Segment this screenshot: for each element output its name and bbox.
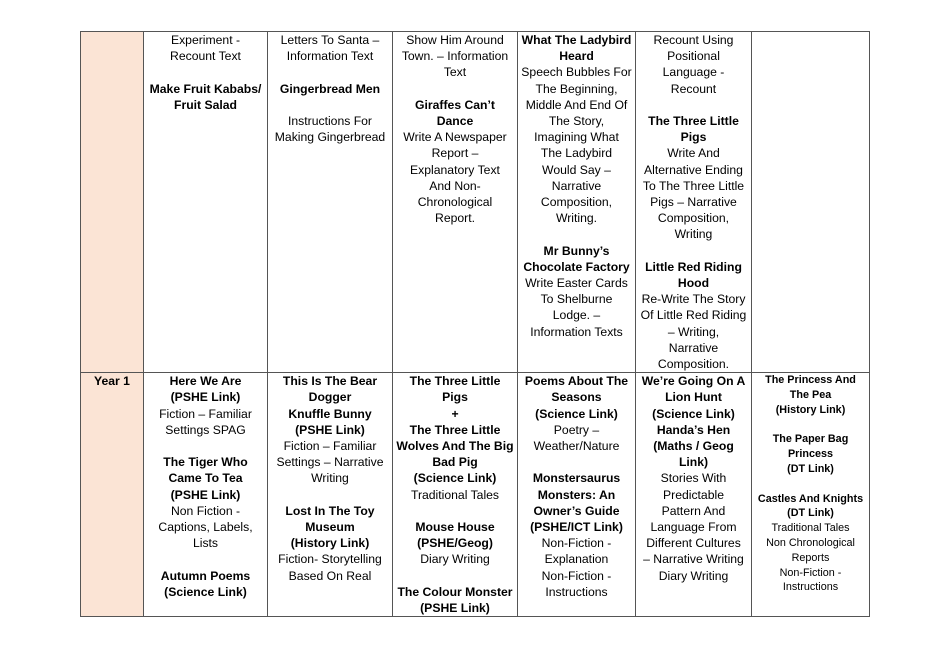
cell-text-line: Explanatory Text (410, 162, 500, 177)
term-cell (518, 32, 636, 373)
cell-spacer (396, 568, 514, 584)
cell-heading-line: Museum (305, 520, 355, 535)
cell-heading-line: Wolves And The Big (396, 439, 514, 454)
term-cell (393, 373, 518, 617)
cell-heading-line: (PSHE Link) (170, 390, 241, 405)
cell-text-line: Recount (670, 81, 717, 96)
cell-text-line: Middle And End Of (525, 97, 628, 112)
cell-heading-line: The Three Little (648, 114, 739, 128)
cell-text-line: Traditional Tales (771, 522, 850, 535)
cell-text-line: Composition, (657, 211, 730, 226)
cell-heading-line: (History Link) (775, 403, 846, 416)
cell-text-line: Captions, Labels, (158, 520, 253, 535)
cell-text-line: Diary Writing (420, 552, 490, 567)
term-cell (268, 373, 393, 617)
cell-heading-line: (Science Link) (413, 471, 497, 486)
cell-heading-line: Seasons (551, 390, 602, 405)
cell-text-line: Write And (667, 146, 720, 161)
cell-heading-line: What The Ladybird (521, 33, 632, 47)
cell-text-line: Speech Bubbles For (521, 65, 632, 80)
cell-spacer (639, 97, 748, 113)
cell-text-line: Weather/Nature (533, 439, 620, 454)
cell-text-line: Write Easter Cards (525, 276, 628, 291)
term-cell (752, 32, 870, 373)
cell-text-line: And Non- (429, 178, 481, 193)
cell-heading-line: (PSHE Link) (420, 601, 490, 616)
table-row (81, 373, 870, 617)
cell-heading-line: Pigs (680, 130, 707, 145)
cell-heading-line: Poems About The (524, 374, 629, 389)
cell-heading-line: Monsters: An (537, 487, 616, 502)
cell-text-line: Experiment - (170, 33, 241, 47)
term-cell (268, 32, 393, 373)
cell-heading-line: Dogger (308, 390, 352, 405)
cell-spacer (755, 418, 866, 433)
cell-heading-line: The Three Little (409, 422, 501, 437)
cell-spacer (271, 64, 389, 80)
cell-text-line: Fiction- Storytelling (278, 552, 382, 567)
cell-text-line: Different Cultures (646, 536, 741, 551)
cell-text-line: Non Chronological (766, 537, 855, 549)
cell-heading-line: Giraffes Can’t Dance (415, 97, 495, 128)
cell-heading-line: (Science Link) (535, 406, 618, 421)
cell-text-line: Composition, (540, 195, 613, 210)
cell-text-line: Positional (667, 49, 720, 64)
cell-text-line: Write A Newspaper (403, 130, 507, 145)
cell-text-line: Instructions (545, 584, 608, 599)
cell-heading-line: Link) (678, 455, 709, 470)
cell-text-line: Recount Using (653, 33, 734, 47)
cell-heading-line: The Paper Bag (772, 433, 849, 446)
cell-heading-line: Gingerbread Men (279, 81, 381, 96)
cell-heading-line: Knuffle Bunny (288, 406, 372, 421)
cell-text-line: Settings – Narrative (276, 455, 384, 470)
cell-text-line: – Writing, (667, 324, 720, 339)
cell-text-line: Letters To Santa – (280, 33, 380, 47)
cell-text-line: Writing (674, 227, 713, 242)
cell-text-line: Pattern And (661, 503, 726, 518)
cell-heading-line: Little Red Riding (645, 259, 742, 274)
cell-text-line: Town. – Information (401, 49, 509, 64)
cell-text-line: Non Fiction - (170, 503, 241, 518)
cell-heading-line: The Pea (789, 389, 832, 402)
cell-text-line: Poetry – (553, 422, 600, 437)
cell-heading-line: (Science Link) (652, 406, 735, 421)
table-row (81, 32, 870, 373)
term-cell (144, 32, 268, 373)
cell-heading-line: Handa’s Hen (656, 422, 731, 437)
cell-heading-line: Lost In The Toy (285, 503, 375, 518)
cell-text-line: Reports (791, 551, 830, 564)
cell-heading-line: (PSHE Link) (295, 422, 365, 437)
curriculum-table (80, 31, 870, 617)
cell-heading-line: Mouse House (415, 520, 495, 535)
cell-text-line: Lists (192, 536, 219, 551)
cell-heading-line: The Tiger Who (163, 455, 248, 470)
cell-text-line: The Story, (548, 114, 605, 129)
cell-text-line: Show Him Around (406, 33, 504, 47)
cell-heading-line: Bad Pig (432, 455, 478, 470)
cell-heading-line: (PSHE/ICT Link) (530, 520, 623, 535)
cell-text-line: Diary Writing (658, 568, 729, 583)
cell-spacer (147, 551, 264, 567)
cell-text-line: Non-Fiction - (779, 566, 842, 579)
cell-heading-line: Autumn Poems (160, 568, 251, 583)
cell-heading-line: The Three Little Pigs (409, 374, 501, 405)
cell-text-line: To Shelburne (540, 292, 613, 307)
cell-text-line: – Narrative Writing (643, 552, 744, 567)
cell-heading-line: Here We Are (169, 374, 242, 389)
cell-text-line: The Ladybird (540, 146, 613, 161)
cell-text-line: Instructions (782, 581, 839, 594)
term-cell (518, 373, 636, 617)
term-cell (636, 32, 752, 373)
cell-text-line: Non-Fiction - (541, 568, 612, 583)
cell-text-line: Information Texts (530, 324, 623, 339)
cell-text-line: Narrative (551, 178, 602, 193)
term-cell (752, 373, 870, 617)
cell-text-line: Fiction – Familiar (283, 439, 377, 454)
cell-heading-line: Monstersaurus (532, 471, 621, 486)
cell-heading-line: Chocolate Factory (523, 259, 630, 274)
cell-spacer (755, 477, 866, 492)
cell-text-line: Chronological (417, 195, 493, 210)
cell-text-line: Based On Real (288, 568, 372, 583)
cell-heading-line: Castles And Knights (757, 492, 864, 505)
cell-text-line: Fiction – Familiar (159, 406, 252, 421)
cell-heading-line: (Maths / Geog (653, 439, 734, 454)
cell-heading-line: (DT Link) (787, 507, 834, 520)
cell-heading-line: The Princess And (765, 374, 856, 387)
cell-text-line: Of Little Red Riding (640, 308, 747, 323)
cell-heading-line: (Science Link) (164, 584, 247, 599)
cell-heading-line: (History Link) (290, 536, 370, 551)
cell-heading-line: Make Fruit Kababs/ (149, 81, 262, 96)
cell-text-line: Language From (650, 520, 737, 535)
cell-heading-line: The Colour Monster (397, 584, 513, 599)
term-cell (393, 32, 518, 373)
cell-heading-line: Owner’s Guide (533, 503, 620, 518)
cell-spacer (271, 97, 389, 113)
cell-text-line: Making Gingerbread (274, 130, 386, 145)
cell-heading-line: (PSHE/Geog) (417, 536, 493, 551)
cell-heading-line: Fruit Salad (174, 97, 237, 112)
cell-spacer (396, 503, 514, 519)
cell-heading-line: + (451, 406, 459, 421)
cell-text-line: Writing. (555, 211, 598, 226)
cell-text-line: Information Text (286, 49, 374, 64)
cell-text-line: Alternative Ending (644, 162, 743, 177)
cell-heading-line: (DT Link) (787, 463, 834, 476)
cell-spacer (396, 81, 514, 97)
cell-spacer (147, 438, 264, 454)
term-cell (144, 373, 268, 617)
cell-text-line: Predictable (663, 487, 724, 502)
cell-text-line: Re-Write The Story (641, 292, 746, 307)
cell-heading-line: This Is The Bear (282, 374, 378, 389)
cell-spacer (521, 454, 632, 470)
cell-text-line: Instructions For (288, 113, 372, 128)
cell-text-line: Imagining What (534, 130, 619, 145)
cell-heading-line: Hood (677, 276, 710, 291)
row-label (81, 32, 144, 373)
cell-text-line: Pigs – Narrative (650, 195, 737, 210)
cell-spacer (521, 226, 632, 242)
cell-heading-line: Mr Bunny’s (543, 243, 610, 258)
cell-text-line: Text (443, 65, 467, 80)
cell-text-line: Settings SPAG (165, 422, 246, 437)
cell-heading-line: (PSHE Link) (170, 487, 241, 502)
cell-text-line: Narrative (668, 340, 719, 355)
cell-spacer (147, 64, 264, 80)
cell-text-line: Recount Text (170, 49, 241, 64)
cell-text-line: To The Three Little (642, 178, 745, 193)
cell-text-line: Report. (435, 211, 475, 226)
cell-text-line: Traditional Tales (410, 487, 500, 502)
cell-heading-line: We’re Going On A (641, 374, 746, 389)
cell-text-line: Writing (311, 471, 349, 486)
cell-heading-line: Princess (787, 448, 834, 461)
cell-text-line: Non-Fiction - (541, 536, 612, 551)
cell-text-line: Would Say – (542, 162, 611, 177)
cell-text-line: Lodge. – (552, 308, 601, 323)
cell-text-line: Composition. (657, 357, 730, 372)
cell-text-line: Stories With (660, 471, 727, 486)
cell-text-line: The Beginning, (535, 81, 618, 96)
row-label: Year 1 (81, 373, 144, 617)
cell-heading-line: Lion Hunt (665, 390, 722, 405)
cell-spacer (639, 243, 748, 259)
cell-heading-line: Came To Tea (168, 471, 243, 486)
cell-spacer (271, 487, 389, 503)
cell-text-line: Language - (662, 65, 725, 80)
term-cell (636, 373, 752, 617)
cell-text-line: Report – (431, 146, 479, 161)
cell-heading-line: Heard (559, 49, 594, 64)
cell-text-line: Explanation (544, 552, 609, 567)
